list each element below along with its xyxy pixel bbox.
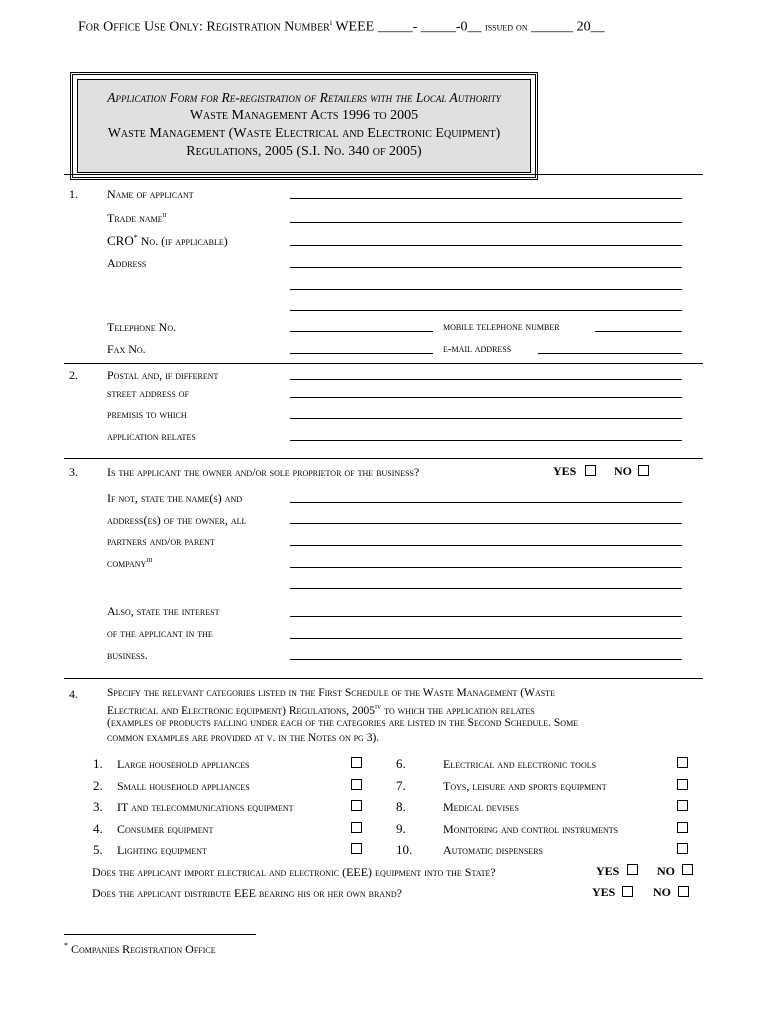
address-field-1[interactable] — [290, 267, 682, 268]
import-no-checkbox[interactable] — [682, 864, 693, 875]
category-left-number: 5. — [93, 842, 103, 857]
cro-sup: * — [133, 233, 138, 242]
footnote-text: Companies Registration Office — [71, 942, 216, 956]
para-2-sup: iv — [375, 702, 382, 711]
address-label: Address — [107, 256, 147, 270]
category-right-label: Monitoring and control instruments — [443, 821, 619, 836]
company-text: company — [107, 556, 147, 570]
category-left-label: Consumer equipment — [117, 821, 214, 836]
fax-label: Fax No. — [107, 342, 146, 356]
category-right-checkbox[interactable] — [677, 800, 688, 811]
interest-field-1[interactable] — [290, 616, 682, 617]
interest-label-2: of the applicant in the — [107, 626, 213, 640]
owner-no-label: NO — [614, 464, 632, 478]
mobile-field[interactable] — [595, 331, 682, 332]
postal-field-3[interactable] — [290, 418, 682, 419]
owner-names-label-2: address(es) of the owner, all — [107, 513, 247, 527]
title-line-2: Waste Management Acts 1996 to 2005 — [189, 108, 419, 123]
applicant-name-field[interactable] — [290, 198, 682, 199]
category-left-label: Large household appliances — [117, 757, 250, 771]
brand-no-label: NO — [653, 885, 671, 899]
owner-names-label-1: If not, state the name(s) and — [107, 491, 243, 505]
category-left-number: 1. — [93, 756, 103, 771]
postal-field-1[interactable] — [290, 379, 682, 380]
owner-names-label-4 — [107, 555, 152, 571]
category-right-label: Medical devises — [443, 800, 519, 814]
category-right-checkbox[interactable] — [677, 757, 688, 768]
category-right-checkbox[interactable] — [677, 843, 688, 854]
trade-name-sup: ii — [162, 210, 167, 219]
brand-question: Does the applicant distribute EEE bearing his or her own brand? — [92, 886, 402, 900]
category-right-label: Electrical and electronic tools — [443, 757, 597, 771]
postal-label-2: street address of — [107, 386, 190, 400]
category-left-label: Lighting equipment — [117, 843, 207, 857]
import-no-label: NO — [657, 864, 675, 878]
category-left-label: Small household appliances — [117, 778, 250, 793]
category-left-checkbox[interactable] — [351, 843, 362, 854]
footnote-rule — [64, 934, 256, 935]
owner-names-field-4[interactable] — [290, 567, 682, 568]
owner-names-field-5[interactable] — [290, 588, 682, 589]
interest-label-3: business. — [107, 648, 148, 662]
email-field[interactable] — [538, 353, 682, 354]
address-field-3[interactable] — [290, 310, 682, 311]
import-question: Does the applicant import electrical and electronic (EEE) equipment into the State? — [92, 865, 496, 879]
email-label: e-mail address — [443, 343, 512, 355]
owner-question: Is the applicant the owner and/or sole proprietor of the business? — [107, 465, 420, 479]
trade-name-text: Trade name — [107, 211, 163, 225]
postal-label-1: Postal and, if different — [107, 368, 219, 382]
company-sup: iii — [146, 555, 153, 564]
trade-name-label — [107, 210, 167, 226]
owner-no-checkbox[interactable] — [638, 465, 649, 476]
category-left-number: 3. — [93, 799, 103, 814]
divider-4 — [64, 678, 703, 679]
para-2-b: to which the application relates — [381, 704, 535, 717]
section-4-para-2 — [107, 702, 535, 717]
brand-yes-checkbox[interactable] — [622, 886, 633, 897]
interest-label-1: Also, state the interest — [107, 604, 220, 618]
mobile-label: mobile telephone number — [443, 321, 560, 333]
footnote-mark: * — [64, 941, 68, 950]
office-use-header — [78, 18, 605, 36]
address-field-2[interactable] — [290, 289, 682, 290]
interest-field-2[interactable] — [290, 638, 682, 639]
title-box — [70, 72, 538, 180]
title-box-inner — [77, 79, 531, 173]
telephone-label: Telephone No. — [107, 320, 177, 334]
office-use-sup: i — [329, 18, 333, 27]
section-3-number: 3. — [69, 465, 78, 479]
category-right-number: 9. — [396, 820, 406, 836]
owner-yes-checkbox[interactable] — [585, 465, 596, 476]
interest-field-3[interactable] — [290, 659, 682, 660]
section-4-para-1: Specify the relevant categories listed in the First Schedule of the Waste Management (Waste — [107, 687, 555, 699]
owner-names-field-1[interactable] — [290, 502, 682, 503]
category-right-label: Automatic dispensers — [443, 843, 543, 857]
postal-field-4[interactable] — [290, 440, 682, 441]
category-right-number: 10. — [396, 842, 413, 857]
category-left-label: IT and telecommunications equipment — [117, 800, 294, 814]
para-2-a: Electrical and Electronic equipment) Regulations, 2005 — [107, 704, 376, 717]
owner-yes-label: YES — [553, 464, 577, 478]
import-yes-checkbox[interactable] — [627, 864, 638, 875]
footnote — [64, 941, 216, 957]
category-right-number: 7. — [396, 777, 406, 793]
cro-label — [107, 233, 228, 249]
owner-names-label-3: partners and/or parent — [107, 534, 215, 548]
fax-field[interactable] — [290, 353, 433, 354]
cro-number-field[interactable] — [290, 245, 682, 246]
category-left-number: 2. — [93, 777, 103, 793]
divider-3 — [64, 458, 703, 459]
category-left-checkbox[interactable] — [351, 800, 362, 811]
owner-names-field-2[interactable] — [290, 523, 682, 524]
cro-text: CRO — [107, 233, 134, 248]
cro-rest: No. (if applicable) — [137, 234, 228, 248]
applicant-name-label: Name of applicant — [107, 187, 194, 201]
section-4-number: 4. — [69, 687, 78, 701]
category-left-checkbox[interactable] — [351, 779, 362, 790]
category-left-checkbox[interactable] — [351, 757, 362, 768]
telephone-field[interactable] — [290, 331, 433, 332]
trade-name-field[interactable] — [290, 222, 682, 223]
postal-label-4: application relates — [107, 429, 196, 443]
category-right-label: Toys, leisure and sports equipment — [443, 778, 607, 793]
category-right-number: 8. — [396, 799, 406, 814]
section-4-para-3: (examples of products falling under each of the categories are listed in the Second Schedule. Some — [107, 717, 579, 729]
brand-yes-label: YES — [592, 885, 616, 899]
category-left-number: 4. — [93, 820, 103, 836]
category-right-number: 6. — [396, 756, 406, 771]
title-line-1: Application Form for Re-registration of Retailers with the Local Authority — [107, 90, 501, 105]
title-line-3: Waste Management (Waste Electrical and Electronic Equipment) — [107, 126, 501, 141]
weee-number-field[interactable]: WEEE _____- _____-0__ — [335, 19, 482, 35]
category-right-checkbox[interactable] — [677, 779, 688, 790]
category-left-checkbox[interactable] — [351, 822, 362, 833]
section-1-number: 1. — [69, 187, 78, 201]
divider-2 — [64, 363, 703, 364]
section-2-number: 2. — [69, 368, 78, 382]
brand-no-checkbox[interactable] — [678, 886, 689, 897]
title-line-4: Regulations, 2005 (S.I. No. 340 of 2005) — [186, 144, 422, 159]
issued-on-label: issued on — [485, 19, 528, 34]
office-use-label: For Office Use Only: Registration Number — [78, 19, 330, 35]
divider-1 — [64, 174, 703, 175]
category-right-checkbox[interactable] — [677, 822, 688, 833]
section-4-para-4: common examples are provided at v. in the Notes on pg 3). — [107, 732, 380, 744]
issued-on-field[interactable]: ______ 20__ — [531, 19, 605, 35]
owner-names-field-3[interactable] — [290, 545, 682, 546]
import-yes-label: YES — [596, 864, 620, 878]
postal-label-3: premisis to which — [107, 407, 187, 421]
postal-field-2[interactable] — [290, 397, 682, 398]
